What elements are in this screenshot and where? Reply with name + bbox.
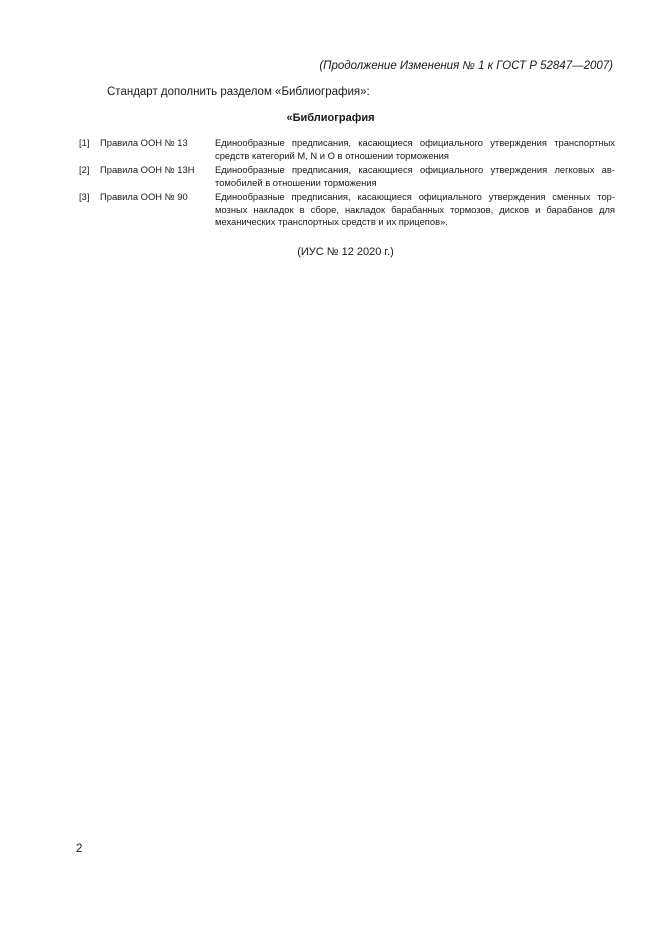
bibliography-entry-1 <box>79 137 615 162</box>
bibliography-title: «Библиография <box>286 112 375 124</box>
entry-number: [3] <box>79 191 90 202</box>
page-number: 2 <box>76 843 83 855</box>
bibliography-list <box>79 137 615 231</box>
entry-number: [1] <box>79 137 90 148</box>
continuation-header: (Продолжение Изменения № 1 к ГОСТ Р 52847—2007) <box>319 60 613 72</box>
entry-reference: Правила ООН № 13 <box>100 137 188 148</box>
entry-description: Единообразные предписания, касающиеся официального утверждения легковых автомобилей в отношении торможения <box>215 164 615 188</box>
bibliography-entry-3 <box>79 191 615 229</box>
entry-reference: Правила ООН № 90 <box>100 191 188 202</box>
bibliography-entry-2 <box>79 164 615 189</box>
entry-description: Единообразные предписания, касающиеся официального утверждения сменных тормозных накладок в сборе, накладок барабанных тормозов, дисков и барабанов для механических транспортных средств и их прицепов». <box>215 191 615 227</box>
entry-number: [2] <box>79 164 90 175</box>
intro-text: Стандарт дополнить разделом «Библиография»: <box>107 86 370 98</box>
ius-reference: (ИУС № 12 2020 г.) <box>297 246 394 258</box>
entry-reference: Правила ООН № 13Н <box>100 164 195 175</box>
entry-description: Единообразные предписания, касающиеся официального утверждения транспортных средств категорий M, N и O в отношении торможения <box>215 137 615 161</box>
